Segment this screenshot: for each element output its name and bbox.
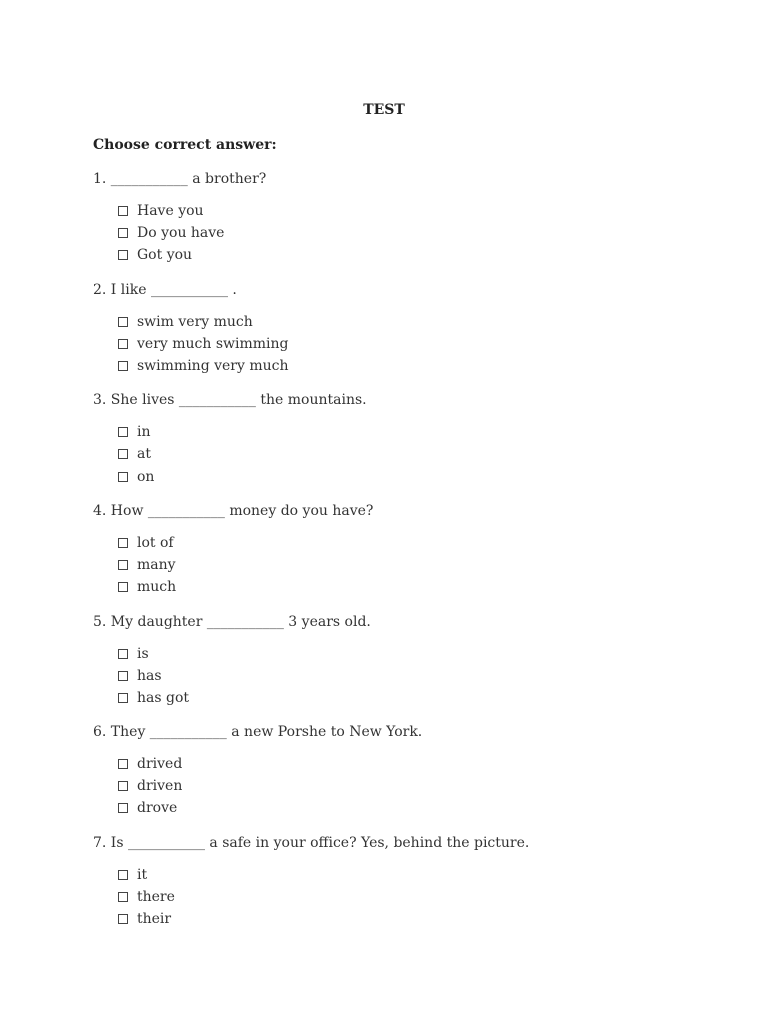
checkbox-icon[interactable] [118, 914, 128, 924]
question-text: 4. How ___________ money do you have? [93, 503, 374, 519]
option-4c[interactable] [118, 578, 176, 596]
option-label: there [137, 889, 175, 905]
checkbox-icon[interactable] [118, 427, 128, 437]
checkbox-icon[interactable] [118, 759, 128, 769]
checkbox-icon[interactable] [118, 250, 128, 260]
question-text: 7. Is ___________ a safe in your office? Yes, behind the picture. [93, 835, 530, 851]
option-label: on [137, 469, 155, 485]
option-2a[interactable] [118, 313, 253, 331]
option-label: drove [137, 800, 178, 816]
checkbox-icon[interactable] [118, 649, 128, 659]
checkbox-icon[interactable] [118, 671, 128, 681]
option-1c[interactable] [118, 246, 192, 264]
option-label: at [137, 446, 151, 462]
checkbox-icon[interactable] [118, 870, 128, 880]
option-label: swim very much [137, 314, 253, 330]
checkbox-icon[interactable] [118, 582, 128, 592]
option-label: it [137, 867, 148, 883]
page-title: TEST [363, 102, 405, 118]
question-2 [93, 281, 733, 299]
checkbox-icon[interactable] [118, 892, 128, 902]
option-5c[interactable] [118, 689, 189, 707]
checkbox-icon[interactable] [118, 228, 128, 238]
option-label: is [137, 646, 149, 662]
question-6 [93, 723, 733, 741]
checkbox-icon[interactable] [118, 317, 128, 327]
option-4a[interactable] [118, 534, 174, 552]
option-label: many [137, 557, 176, 573]
instruction: Choose correct answer: [93, 137, 277, 153]
question-text: 6. They ___________ a new Porshe to New York. [93, 724, 423, 740]
question-text: 5. My daughter ___________ 3 years old. [93, 614, 371, 630]
option-6a[interactable] [118, 755, 182, 773]
option-label: very much swimming [137, 336, 289, 352]
option-2c[interactable] [118, 357, 289, 375]
option-label: drived [137, 756, 183, 772]
question-5 [93, 613, 733, 631]
question-1 [93, 170, 733, 188]
checkbox-icon[interactable] [118, 339, 128, 349]
option-3b[interactable] [118, 445, 151, 463]
option-2b[interactable] [118, 335, 289, 353]
option-label: Got you [137, 247, 193, 263]
checkbox-icon[interactable] [118, 781, 128, 791]
option-7c[interactable] [118, 910, 171, 928]
option-7a[interactable] [118, 866, 147, 884]
option-5b[interactable] [118, 667, 162, 685]
option-4b[interactable] [118, 556, 176, 574]
checkbox-icon[interactable] [118, 538, 128, 548]
option-6b[interactable] [118, 777, 182, 795]
option-label: lot of [137, 535, 174, 551]
checkbox-icon[interactable] [118, 472, 128, 482]
option-3c[interactable] [118, 468, 154, 486]
option-3a[interactable] [118, 423, 151, 441]
checkbox-icon[interactable] [118, 361, 128, 371]
checkbox-icon[interactable] [118, 560, 128, 570]
question-text: 3. She lives ___________ the mountains. [93, 392, 367, 408]
checkbox-icon[interactable] [118, 693, 128, 703]
question-4 [93, 502, 733, 520]
option-1a[interactable] [118, 202, 204, 220]
option-7b[interactable] [118, 888, 175, 906]
option-6c[interactable] [118, 799, 177, 817]
option-label: swimming very much [137, 358, 289, 374]
option-label: has got [137, 690, 190, 706]
question-text: 1. ___________ a brother? [93, 171, 267, 187]
option-label: their [137, 911, 172, 927]
checkbox-icon[interactable] [118, 803, 128, 813]
question-text: 2. I like ___________ . [93, 282, 237, 298]
question-3 [93, 391, 733, 409]
option-label: has [137, 668, 162, 684]
option-label: in [137, 424, 151, 440]
checkbox-icon[interactable] [118, 449, 128, 459]
option-label: much [137, 579, 177, 595]
option-5a[interactable] [118, 645, 149, 663]
option-1b[interactable] [118, 224, 224, 242]
checkbox-icon[interactable] [118, 206, 128, 216]
option-label: driven [137, 778, 183, 794]
option-label: Have you [137, 203, 204, 219]
option-label: Do you have [137, 225, 225, 241]
question-7 [93, 834, 733, 852]
